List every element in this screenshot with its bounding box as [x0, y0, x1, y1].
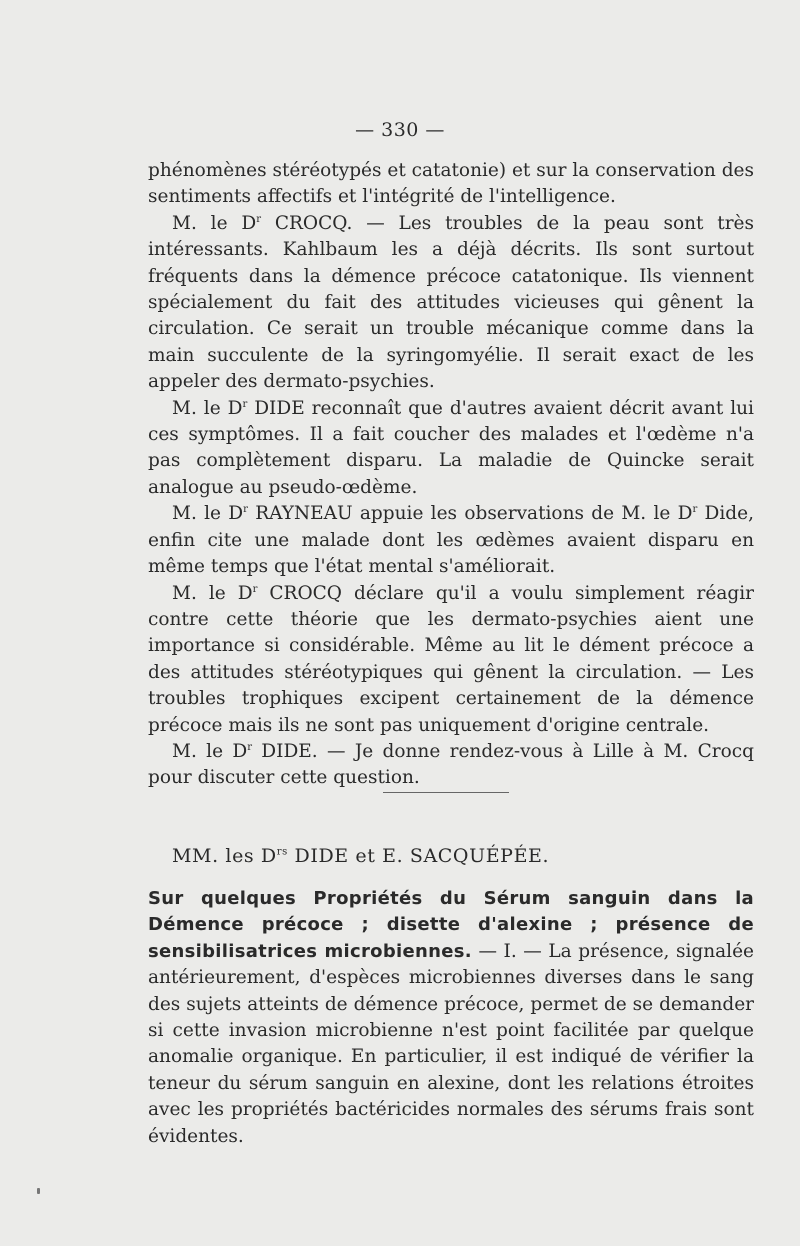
title-superscript: r — [242, 398, 248, 410]
paragraph-text: DIDE. — Je donne rendez-vous à Lille à M. Crocq pour discuter cette question. — [148, 740, 754, 789]
paragraph-crocq-2 — [148, 581, 754, 739]
paper-speck — [37, 1188, 40, 1194]
article-authors — [172, 843, 549, 869]
article-title: Sur quelques Propriétés du Sérum sanguin dans la Démence précoce ; disette d'alexine ; présence de sensibilisatrices microbiennes. — [148, 888, 754, 962]
speaker-prefix: M. le D — [172, 582, 253, 604]
paragraph-text: CROCQ déclare qu'il a voulu simplement réagir contre cette théorie que les dermato-psychies aient une importance si considérable. Même au lit le dément précoce a des attitudes stéréotypiques qui gênent la circulation. — Les troubles trophiques excipent certainement de la démence précoce mais ils ne sont pas uniquement d'origine centrale. — [148, 582, 754, 736]
title-superscript: r — [256, 213, 261, 225]
title-superscript: rs — [276, 846, 288, 858]
article-body: — I. — La présence, signalée antérieurement, d'espèces microbiennes diverses dans le sang des sujets atteints de démence précoce, permet de se demander si cette invasion microbienne n'est point facilitée par quelque anomalie organique. En particulier, il est indiqué de vérifier la teneur du sérum sanguin en alexine, dont les relations étroites avec les propriétés bactéricides normales des sérums frais sont évidentes. — [148, 940, 754, 1147]
article-section — [148, 886, 754, 1150]
speaker-prefix: M. le D — [172, 397, 243, 419]
authors-names: DIDE et E. SACQUÉPÉE. — [287, 845, 550, 867]
title-superscript: r — [247, 741, 252, 753]
speaker-prefix: M. le D — [172, 740, 248, 762]
title-superscript: r — [252, 583, 258, 595]
paragraph-text: DIDE reconnaît que d'autres avaient décrit avant lui ces symptômes. Il a fait coucher des malades et l'œdème n'a pas complètement disparu. La maladie de Quincke serait analogue au pseudo-œdème. — [148, 397, 754, 498]
title-superscript: r — [243, 504, 248, 516]
paragraph-text: RAYNEAU appuie les observations de M. le D — [247, 503, 693, 525]
section-divider — [383, 792, 509, 793]
speaker-prefix: M. le D — [172, 503, 244, 525]
paragraph-crocq-1 — [148, 211, 754, 396]
paragraph-continuation: phénomènes stéréotypés et catatonie) et sur la conservation des sentiments affectifs et l'intégrité de l'intelligence. — [148, 160, 754, 208]
discussion-section — [148, 158, 754, 792]
authors-prefix: MM. les D — [172, 845, 277, 867]
paragraph-text: CROCQ. — Les troubles de la peau sont très intéressants. Kahlbaum les a déjà décrits. Ils sont surtout fréquents dans la démence précoce catatonique. Ils viennent spécialement du fait des attitudes vicieuses qui gênent la circulation. Ce serait un trouble mécanique comme dans la main succulente de la syringomyélie. Il serait exact de les appeler des dermato-psychies. — [148, 212, 754, 393]
paragraph-text: Dide, enfin cite une malade dont les œdèmes avaient disparu en même temps que l'état mental s'améliorait. — [148, 503, 754, 578]
title-superscript: r — [692, 504, 698, 516]
paragraph-dide-1 — [148, 396, 754, 502]
page-number: — 330 — — [355, 119, 445, 141]
paragraph-dide-2 — [148, 739, 754, 792]
article-paragraph — [148, 886, 754, 1150]
speaker-prefix: M. le D — [172, 212, 257, 234]
paragraph-rayneau — [148, 501, 754, 580]
